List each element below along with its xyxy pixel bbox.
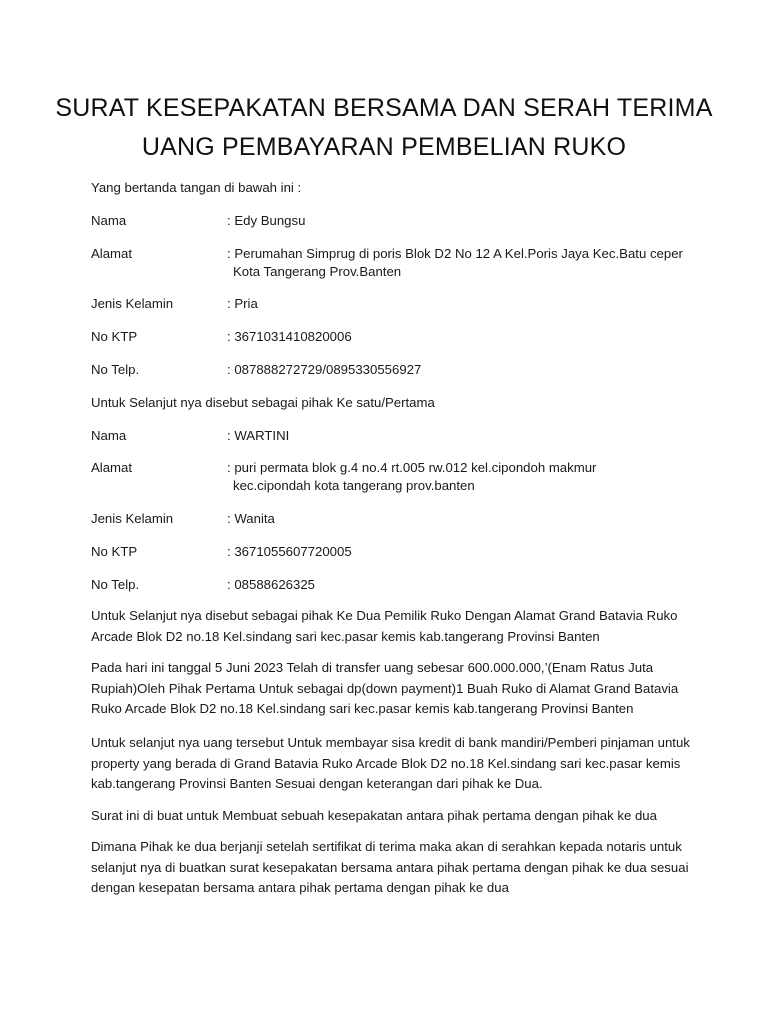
paragraph-line: property yang berada di Grand Batavia Ruko Arcade Blok D2 no.18 Kel.sindang sari kec.pasar kemis xyxy=(91,755,681,771)
party2-ktp-label: No KTP xyxy=(91,544,138,559)
paragraph-line: selanjut nya di buatkan surat kesepakatan bersama antara pihak pertama dengan pihak ke dua sesuai xyxy=(91,859,689,875)
party2-nama-value: : WARTINI xyxy=(227,428,290,443)
party1-ktp-value: : 3671031410820006 xyxy=(227,329,352,344)
document-title-line-1: SURAT KESEPAKATAN BERSAMA DAN SERAH TERIMA xyxy=(55,94,713,122)
paragraph-line: Untuk selanjut nya uang tersebut Untuk membayar sisa kredit di bank mandiri/Pemberi pinjaman untuk xyxy=(91,735,690,750)
paragraph-line: Pada hari ini tanggal 5 Juni 2023 Telah di transfer uang sebesar 600.000.000,’(Enam Ratus Juta xyxy=(91,660,654,675)
party2-jk-value: : Wanita xyxy=(227,511,275,526)
intro-text: Yang bertanda tangan di bawah ini : xyxy=(91,180,302,195)
party1-telp-value: : 087888272729/0895330556927 xyxy=(227,362,422,377)
party2-nama-label: Nama xyxy=(91,428,127,443)
paragraph-line: Surat ini di buat untuk Membuat sebuah kesepakatan antara pihak pertama dengan pihak ke dua xyxy=(91,808,657,823)
party2-ktp-value: : 3671055607720005 xyxy=(227,544,352,559)
paragraph-line: Rupiah)Oleh Pihak Pertama Untuk sebagai dp(down payment)1 Buah Ruko di Alamat Grand Batavia xyxy=(91,680,679,696)
party1-jk-value: : Pria xyxy=(227,296,258,311)
party1-alamat-value-1: : Perumahan Simprug di poris Blok D2 No 12 A Kel.Poris Jaya Kec.Batu ceper xyxy=(227,246,683,261)
paragraph-line: kab.tangerang Provinsi Banten Sesuai dengan keterangan dari pihak ke Dua. xyxy=(91,776,543,791)
party1-alamat-value-2: Kota Tangerang Prov.Banten xyxy=(233,264,402,279)
party2-telp-label: No Telp. xyxy=(91,577,140,592)
paragraph-party2-designation xyxy=(91,606,711,647)
party1-jk-label: Jenis Kelamin xyxy=(91,296,174,311)
paragraph-line: Ruko Arcade Blok D2 no.18 Kel.sindang sari kec.pasar kemis kab.tangerang Provinsi Banten xyxy=(91,701,634,716)
paragraph-line: dengan kesepatan bersama antara pihak pertama dengan pihak ke dua xyxy=(91,880,509,895)
party1-ktp-label: No KTP xyxy=(91,329,138,344)
paragraph-agreement xyxy=(91,806,711,827)
party1-telp-label: No Telp. xyxy=(91,362,140,377)
paragraph-line: Dimana Pihak ke dua berjanji setelah sertifikat di terima maka akan di serahkan kepada notaris untuk xyxy=(91,839,682,854)
party1-designation: Untuk Selanjut nya disebut sebagai pihak Ke satu/Pertama xyxy=(91,395,435,410)
party2-alamat-value-1: : puri permata blok g.4 no.4 rt.005 rw.012 kel.cipondoh makmur xyxy=(227,460,597,475)
paragraph-purpose xyxy=(91,733,711,795)
paragraph-payment xyxy=(91,658,711,720)
paragraph-line: Arcade Blok D2 no.18 Kel.sindang sari kec.pasar kemis kab.tangerang Provinsi Banten xyxy=(91,628,600,644)
party2-alamat-label: Alamat xyxy=(91,460,133,475)
party2-telp-value: : 08588626325 xyxy=(227,577,316,592)
party2-jk-label: Jenis Kelamin xyxy=(91,511,174,526)
document-title-line-2: UANG PEMBAYARAN PEMBELIAN RUKO xyxy=(141,133,627,161)
party2-alamat-value-2: kec.cipondah kota tangerang prov.banten xyxy=(233,478,475,493)
paragraph-line: Untuk Selanjut nya disebut sebagai pihak Ke Dua Pemilik Ruko Dengan Alamat Grand Batavia Ruko xyxy=(91,608,678,623)
party1-nama-label: Nama xyxy=(91,213,127,228)
party1-alamat-label: Alamat xyxy=(91,246,133,261)
party1-nama-value: : Edy Bungsu xyxy=(227,213,306,228)
paragraph-notary xyxy=(91,837,711,899)
